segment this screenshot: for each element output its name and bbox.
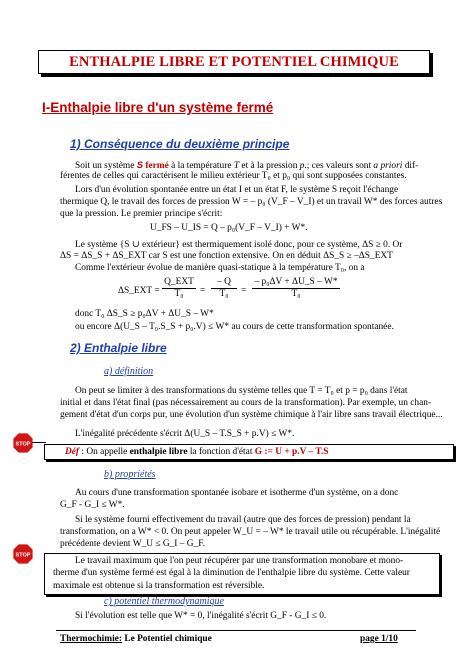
- box2-line3: maximale est obtenue si la transformation est réversible.: [53, 580, 265, 591]
- definition-label: Déf: [65, 447, 80, 457]
- eq2-equals-2: =: [241, 286, 247, 296]
- stop-pointer-line: [32, 442, 46, 443]
- para2-line2: thermique Q, le travail des forces de pression W = – p₀ (V_F – V_I) et un travail W* des forces autres: [60, 197, 443, 207]
- eq2-frac1-num: Q_EXT: [162, 277, 196, 289]
- sub-subsection-thermodynamic-potential: c) potentiel thermodynamique: [104, 596, 224, 607]
- para2-line3: que la pression. Le premier principe s'écrit:: [60, 209, 223, 219]
- page-number: page 1/10: [360, 634, 398, 644]
- definition-box: [44, 444, 454, 460]
- para2-line1: Lors d'un évolution spontanée entre un état I et un état F, le système S reçoit l'échange: [75, 185, 399, 195]
- para6: L'inégalité précédente s'écrit Δ(U_S – T.S_S + p.V) ≤ W*.: [75, 429, 295, 439]
- eq2-frac2-num: – Q: [211, 277, 237, 289]
- eq2-frac2-den: T₀: [219, 289, 229, 299]
- para1-line2: férentes de celles qui caractérisent le milieu extérieur T₀ et p₀ qui sont supposées constantes.: [60, 171, 407, 181]
- para3-line1: Le système {S ∪ extérieur} est thermiquement isolé donc, pour ce système, ΔS ≥ 0. Or: [75, 240, 403, 250]
- footer-label: Thermochimie:: [60, 634, 122, 644]
- eq2-lhs: ΔS_EXT =: [118, 286, 160, 296]
- equation-first-principle: U_FS – U_IS = Q – p₀(V_F – V_I) + W*.: [150, 223, 308, 233]
- para3-line2: ΔS = ΔS_S + ΔS_EXT car S est une fonction extensive. On en déduit ΔS_S ≥ –ΔS_EXT: [60, 251, 393, 261]
- stop-sign-icon: [12, 432, 34, 454]
- title-box: [38, 50, 430, 74]
- footer-text: Le Potentiel chimique: [124, 634, 212, 644]
- para5-line1: On peut se limiter à des transformations du système telles que T = T₀ et p = p₀ dans l'état: [75, 386, 408, 396]
- definition-text-2: la fonction d'état: [189, 447, 253, 457]
- line-donc: donc T₀ ΔS_S ≥ p₀ΔV + ΔU_S – W*: [75, 309, 214, 319]
- para4: Comme l'extérieur évolue de manière quasi-statique à la température T₀, on a: [75, 263, 365, 273]
- page-title: ENTHALPIE LIBRE ET POTENTIEL CHIMIQUE: [69, 53, 399, 70]
- para8-line1: Si le système fourni effectivement du travail (autre que des forces de pression) pendant la: [75, 515, 411, 525]
- box2-line2: therme d'un système fermé est égal à la diminution de l'enthalpie libre du système. Cette valeur: [53, 568, 410, 579]
- para5-line3: gement d'état d'un corps pur, une évolution d'un système chimique à l'air libre sans travail électrique...: [60, 410, 443, 420]
- stop-sign-label-2: STOP: [15, 552, 31, 559]
- footer-rule: [56, 630, 416, 631]
- para5-line2: initial et dans l'état final (pas nécessairement au cours de la transformation). Par exemple, un chan-: [60, 398, 432, 408]
- eq2-frac2: [211, 277, 237, 299]
- max-work-box: [44, 553, 440, 595]
- eq2-frac3-num: – p₀ΔV + ΔU_S – W*: [252, 277, 340, 289]
- eq2-frac1-den: T₀: [174, 289, 184, 299]
- stop-sign-label: STOP: [15, 441, 31, 448]
- para1-line1: Soit un système S fermé à la température T et à la pression p.; ces valeurs sont a priori dif-: [75, 159, 419, 171]
- footer-left: [60, 634, 212, 644]
- sub-subsection-definition: a) définition: [104, 366, 154, 377]
- box2-line1: Le travail maximum que l'on peut récupérer par une transformation monobare et mono-: [75, 556, 404, 566]
- para8-line3: précédente devient W_U ≤ G_I – G_F.: [60, 539, 206, 549]
- section-heading-1: I-Enthalpie libre d'un système fermé: [42, 100, 274, 115]
- sub-subsection-properties: b) propriétés: [104, 469, 156, 480]
- para7-line1: Au cours d'une transformation spontanée isobare et isotherme d'un système, on a donc: [75, 488, 399, 498]
- subsection-heading-2: 2) Enthalpie libre: [70, 341, 167, 355]
- para9: Si l'évolution est telle que W* = 0, l'inégalité s'écrit G_F - G_I ≤ 0.: [75, 611, 327, 621]
- subsection-heading-1: 1) Conséquence du deuxième principe: [70, 137, 290, 151]
- definition-text-1: : On appelle: [81, 447, 128, 457]
- stop-sign-icon-2: [12, 543, 34, 565]
- para7-line2: G_F - G_I ≤ W*.: [60, 500, 125, 510]
- eq2-frac3-den: T₀: [291, 289, 301, 299]
- eq2-frac1: [162, 277, 196, 299]
- definition-term: enthalpie libre: [129, 447, 188, 457]
- definition-formula: G := U + p.V – T.S: [254, 447, 329, 457]
- eq2-equals-1: =: [200, 286, 206, 296]
- para8-line2: transformation, on a W* < 0. On peut appeler W_U = – W* le travail utile ou récupérable. L'inégalité: [60, 527, 441, 537]
- line-ou-encore: ou encore Δ(U_S – T₀.S_S + p₀.V) ≤ W* au cours de cette transformation spontanée.: [75, 322, 394, 332]
- eq2-frac3: [252, 277, 340, 299]
